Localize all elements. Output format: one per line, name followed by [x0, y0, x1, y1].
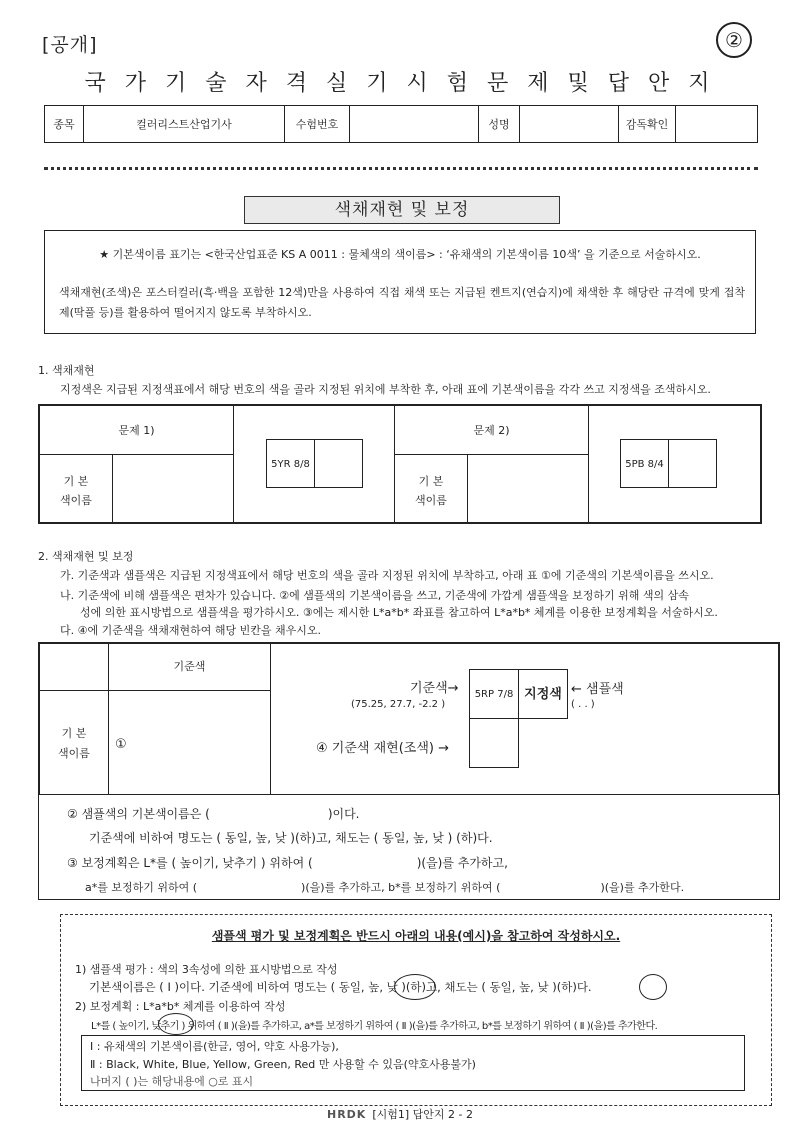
circle-mark-high	[639, 974, 667, 1000]
reproduce-label: ④ 기준색 재현(조색) →	[316, 741, 449, 756]
q1-basic-label-1	[39, 454, 113, 523]
answer-line-3	[67, 854, 508, 871]
type-label: 종목	[45, 106, 84, 143]
q1-basic-name-field-2[interactable]	[467, 454, 589, 523]
supervisor-field[interactable]	[676, 106, 758, 143]
ref-coordinates: (75.25, 27.7, -2.2 )	[351, 699, 446, 710]
circle-mark-lower	[158, 1013, 194, 1035]
supervisor-label: 감독확인	[619, 106, 676, 143]
note-box	[44, 230, 756, 334]
basic-label-line2: 색이름	[415, 494, 447, 507]
page-title: 국 가 기 술 자 격 실 기 시 험 문 제 및 답 안 지	[84, 71, 716, 96]
basic-label-line1: 기 본	[418, 475, 444, 488]
problem2-header: 문제 2)	[394, 405, 589, 455]
note-line2: 색채재현(조색)은 포스터컬러(흑·백을 포함한 12색)만을 사용하여 직접 채색 또는 지급된 켄트지(연습지)에 채색한 후 해당란 규격에 맞게 접착제(딱풀 등)를 활용하여 떨어지지 않도록 부착하시오.	[59, 286, 745, 319]
info-table	[44, 105, 758, 143]
problem1-header: 문제 1)	[39, 405, 234, 455]
example-box	[60, 914, 772, 1106]
key-box	[81, 1035, 745, 1091]
type-value: 컬러리스트산업기사	[84, 106, 285, 143]
footer	[0, 1106, 800, 1122]
answer-2-prefix: ② 샘플색의 기본색이름은 (	[67, 807, 210, 821]
key-1: Ⅰ : 유채색의 기본색이름(한글, 영어, 약호 사용가능),	[90, 1040, 339, 1053]
ref-color-code: 5RP 7/8	[469, 669, 519, 719]
basic-label-line1: 기 본	[61, 727, 87, 740]
answer-3c-suffix: )(을)를 추가한다.	[600, 881, 685, 894]
example-title: 샘플색 평가 및 보정계획은 반드시 아래의 내용(예시)을 참고하여 작성하시오.	[211, 929, 621, 943]
q2-table	[38, 642, 780, 900]
answer-3c-prefix: a*를 보정하기 위하여 (	[85, 881, 198, 894]
name-field[interactable]	[520, 106, 619, 143]
q2-divider	[38, 794, 778, 795]
example-1b: 기본색이름은 ( Ⅰ )이다. 기준색에 비하여 명도는 ( 동일, 높, 낮 )(하)고, 채도는 ( 동일, 높, 낮 )(하)다.	[89, 980, 592, 994]
answer-3-prefix: ③ 보정계획은 L*를 ( 높이기, 낮추기 ) 위하여 (	[67, 856, 313, 870]
color-chip-slot-1[interactable]	[314, 439, 363, 488]
q1-heading: 1. 색채재현	[38, 364, 95, 377]
color-chip-cell-1	[233, 405, 395, 523]
q2-instruction-b2: 성에 의한 표시방법으로 샘플색을 평가하시오. ③에는 제시한 L*a*b* 좌표를 참고하여 L*a*b* 체계를 이용한 보정계획을 서술하시오.	[80, 606, 718, 619]
color-code-1: 5YR 8/8	[266, 439, 315, 488]
q2-instruction-c: 다. ④에 기준색을 색채재현하여 해당 빈칸을 채우시오.	[60, 624, 321, 637]
basic-label-line2: 색이름	[60, 494, 92, 507]
q2-basic-name-field[interactable]	[108, 690, 271, 795]
mark-1: ①	[115, 737, 127, 752]
example-2: 2) 보정계획 : L*a*b* 체계를 이용하여 작성	[75, 1000, 286, 1013]
footer-text: [시험1] 답안지 2 - 2	[372, 1108, 473, 1121]
sample-coordinates: ( . . )	[571, 699, 595, 710]
q2-instruction-a: 가. 기준색과 샘플색은 지급된 지정색표에서 해당 번호의 색을 골라 지정된 위치에 부착하고, 아래 표 ①에 기준색의 기본색이름을 쓰시오.	[60, 569, 714, 582]
hrdk-logo: HRDK	[326, 1108, 367, 1121]
key-3: 나머지 ( )는 해당내용에 ○로 표시	[90, 1075, 254, 1088]
note-line1: ★ 기본색이름 표기는 <한국산업표준 KS A 0011 : 물체색의 색이름> : ‘유채색의 기본색이름 10색’ 을 기준으로 서술하시오.	[99, 248, 701, 261]
basic-label-line1: 기 본	[63, 475, 89, 488]
example-2b: L*를 ( 높이기, 낮추기 ) 위하여 ( Ⅱ )(을)를 추가하고, a*를 보정하기 위하여 ( Ⅱ )(을)를 추가하고, b*를 보정하기 위하여 ( Ⅱ )(을)를 추가한다.	[91, 1021, 658, 1032]
q2-chip-area	[270, 643, 779, 795]
designated-color: 지정색	[518, 669, 568, 719]
example-1: 1) 샘플색 평가 : 색의 3속성에 의한 표시방법으로 작성	[75, 963, 338, 976]
answer-3-suffix: )(을)를 추가하고,	[416, 856, 508, 870]
name-label: 성명	[479, 106, 520, 143]
answer-3c-middle: )(을)를 추가하고, b*를 보정하기 위하여 (	[301, 881, 501, 894]
q1-table	[38, 404, 762, 524]
page-mark: ②	[716, 22, 752, 58]
q2-heading: 2. 색채재현 및 보정	[38, 550, 134, 563]
answer-line-3c	[85, 879, 684, 895]
q2-instruction-b1: 나. 기준색에 비해 샘플색은 편차가 있습니다. ②에 샘플색의 기본색이름을 쓰고, 기준색에 가깝게 샘플색을 보정하기 위해 색의 삼속	[60, 589, 689, 602]
q2-basic-label	[39, 690, 109, 795]
dotted-divider	[44, 167, 758, 170]
color-code-2: 5PB 8/4	[620, 439, 669, 488]
ref-color-header: 기준색	[108, 643, 271, 691]
answer-2-suffix: )이다.	[327, 807, 360, 821]
q1-basic-label-2	[394, 454, 468, 523]
exam-number-label: 수험번호	[285, 106, 350, 143]
reproduce-chip-slot[interactable]	[469, 718, 519, 768]
basic-label-line2: 색이름	[58, 747, 90, 760]
q1-instruction: 지정색은 지급된 지정색표에서 해당 번호의 색을 골라 지정된 위치에 부착한 후, 아래 표에 기본색이름을 각각 쓰고 지정색을 조색하시오.	[60, 383, 711, 396]
color-chip-cell-2	[588, 405, 761, 523]
public-tag: [공개]	[42, 34, 98, 56]
ref-arrow-label: 기준색→	[410, 681, 459, 696]
exam-number-field[interactable]	[350, 106, 479, 143]
sample-arrow-label: ← 샘플색	[571, 682, 624, 697]
circle-mark-same	[394, 974, 436, 1000]
answer-line-2c: 기준색에 비하여 명도는 ( 동일, 높, 낮 )(하)고, 채도는 ( 동일, 높, 낮 ) (하)다.	[89, 831, 493, 845]
color-chip-slot-2[interactable]	[668, 439, 717, 488]
key-2: Ⅱ : Black, White, Blue, Yellow, Green, Red 만 사용할 수 있음(약호사용불가)	[90, 1058, 476, 1071]
q1-basic-name-field-1[interactable]	[112, 454, 234, 523]
answer-line-2	[67, 805, 360, 822]
section-title: 색채재현 및 보정	[244, 196, 560, 224]
q2-corner-cell	[39, 643, 109, 691]
